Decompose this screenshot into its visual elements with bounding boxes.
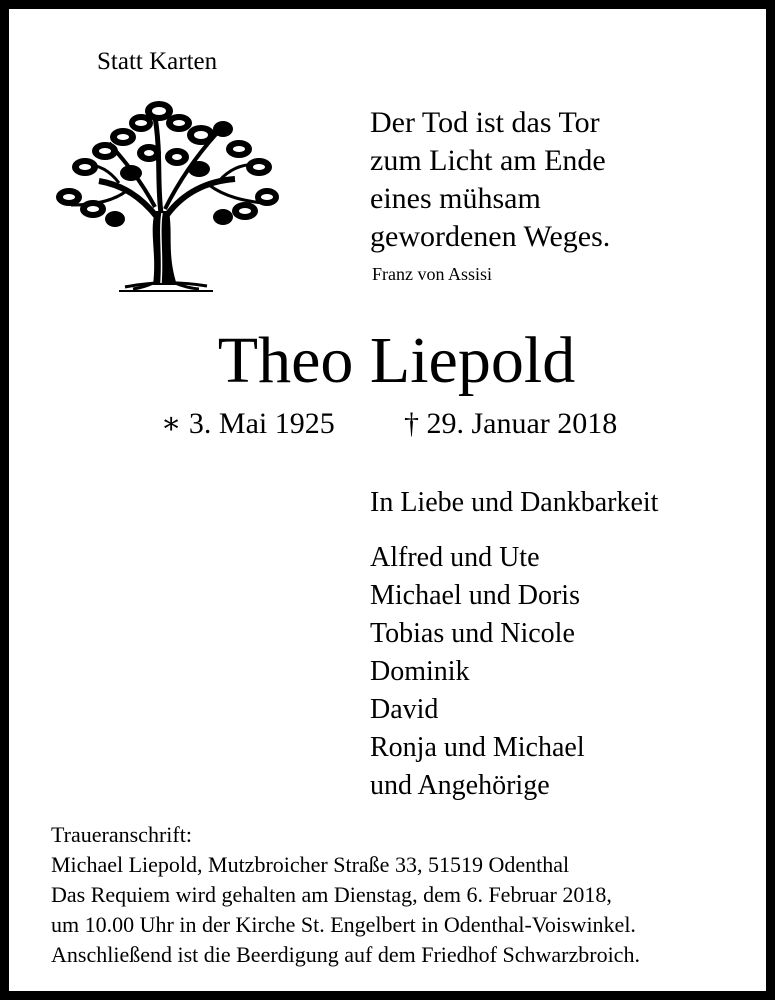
mourner: Alfred und Ute — [370, 542, 540, 573]
birth-date: ∗ 3. Mai 1925 — [161, 407, 335, 440]
quote-line: Der Tod ist das Tor — [370, 106, 600, 139]
service-line: Anschließend ist die Beerdigung auf dem Friedhof Schwarzbroich. — [51, 942, 640, 967]
quote-line: zum Licht am Ende — [370, 144, 606, 177]
service-line: Das Requiem wird gehalten am Dienstag, dem 6. Februar 2018, — [51, 882, 612, 907]
tree-icon — [49, 93, 281, 295]
mourner: Tobias und Nicole — [370, 618, 575, 649]
mourner: David — [370, 694, 439, 725]
address-label: Traueranschrift: — [51, 822, 192, 847]
footer — [51, 820, 640, 970]
quote-line: gewordenen Weges. — [370, 220, 611, 253]
service-line: um 10.00 Uhr in der Kirche St. Engelbert in Odenthal-Voiswinkel. — [51, 912, 636, 937]
quote — [370, 104, 610, 256]
death-date: † 29. Januar 2018 — [404, 407, 618, 440]
dedication: In Liebe und Dankbarkeit — [370, 487, 659, 518]
deceased-name: Theo Liepold — [217, 324, 576, 397]
quote-author: Franz von Assisi — [372, 264, 493, 284]
address: Michael Liepold, Mutzbroicher Straße 33, 51519 Odenthal — [51, 852, 570, 877]
mourner: Michael und Doris — [370, 580, 580, 611]
mourners-list — [370, 539, 585, 805]
quote-line: eines mühsam — [370, 182, 541, 215]
mourner: Dominik — [370, 656, 470, 687]
header-note: Statt Karten — [97, 48, 218, 75]
mourner: Ronja und Michael — [370, 732, 585, 763]
mourner: und Angehörige — [370, 770, 550, 801]
